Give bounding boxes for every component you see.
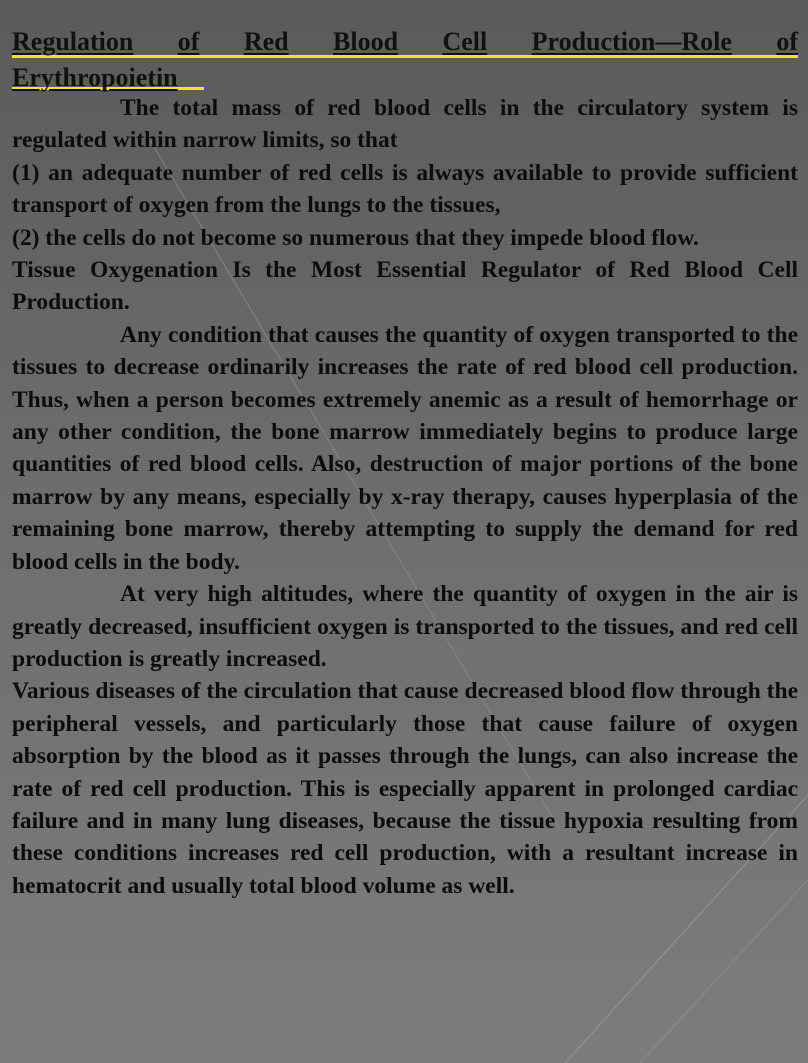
slide-title	[12, 24, 798, 96]
list-item-1: (1) an adequate number of red cells is always available to provide sufficient transport of oxygen from the lungs to the tissues,	[12, 159, 798, 219]
subheading: Tissue Oxygenation Is the Most Essential Regulator of Red Blood Cell Production.	[12, 257, 798, 316]
title-word: Cell	[442, 27, 488, 56]
intro-paragraph: The total mass of red blood cells in the circulatory system is regulated within narrow limits, so that	[12, 95, 798, 154]
title-word: Red	[243, 27, 289, 56]
title-word: Blood	[333, 27, 399, 56]
paragraph-oxygen-decrease: Any condition that causes the quantity of oxygen transported to the tissues to decrease ordinarily increases the rate of red blood cell production. Thus, when a person becomes extremely anemic as a result of hemorrhage or any other condition, the bone marrow immediately begins to produce large quantities of red blood cells. Also, destruction of major portions of the bone marrow by any means, especially by x-ray therapy, causes hyperplasia of the remaining bone marrow, thereby attempting to supply the demand for red blood cells in the body.	[12, 321, 798, 575]
slide-body	[12, 92, 798, 902]
list-item-2: (2) the cells do not become so numerous that they impede blood flow.	[12, 224, 699, 251]
title-word: of	[177, 27, 200, 56]
title-word: Production—Role	[531, 27, 732, 56]
paragraph-circulation-diseases: Various diseases of the circulation that cause decreased blood flow through the peripheral vessels, and particularly those that cause failure of oxygen absorption by the blood as it passes through the lungs, can also increase the rate of red cell production. This is especially apparent in prolonged cardiac failure and in many lung diseases, because the tissue hypoxia resulting from these conditions increases red cell production, with a resultant increase in hematocrit and usually total blood volume as well.	[12, 678, 798, 899]
title-line-1	[12, 24, 798, 60]
paragraph-high-altitude: At very high altitudes, where the quantity of oxygen in the air is greatly decreased, insufficient oxygen is transported to the tissues, and red cell production is greatly increased.	[12, 581, 798, 672]
title-word: of	[776, 27, 798, 56]
title-line-2: Erythropoietin	[12, 63, 178, 92]
title-word: Regulation	[12, 27, 134, 56]
